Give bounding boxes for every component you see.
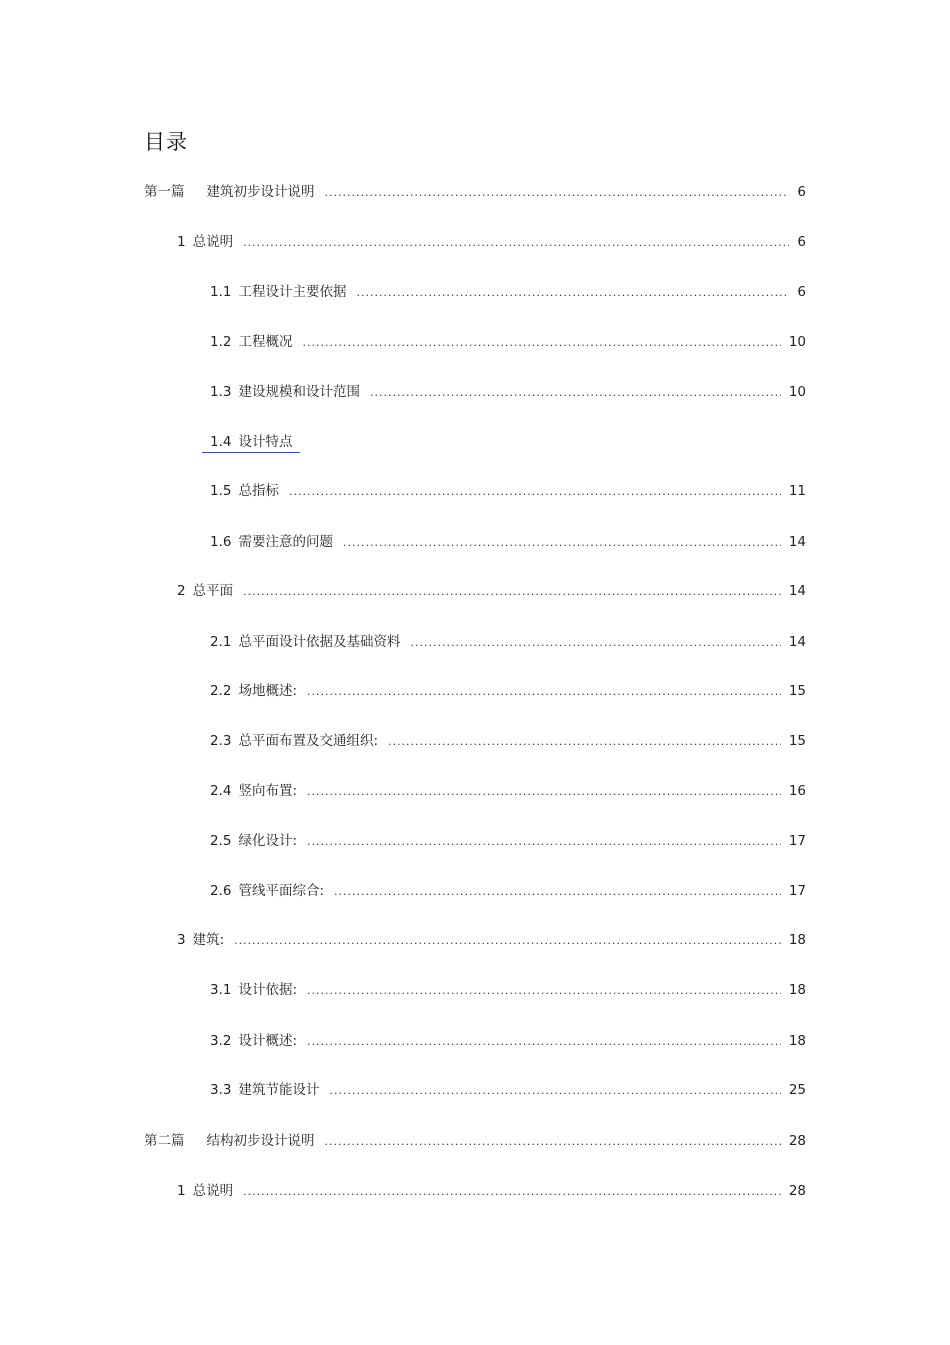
toc-entry-text: 管线平面综合: xyxy=(238,883,325,899)
dot-leader xyxy=(307,980,781,1002)
toc-entry-number: 2.2 xyxy=(210,683,232,699)
toc-entry-number: 2.5 xyxy=(210,833,232,849)
toc-entry-chapter-2[interactable] xyxy=(177,580,806,602)
toc-entry-section-1-4[interactable] xyxy=(202,431,300,453)
toc-entry-text: 设计特点 xyxy=(238,434,293,450)
toc-entry-number: 第二篇 xyxy=(144,1133,185,1149)
toc-entry-page: 15 xyxy=(788,683,806,699)
toc-entry-number: 3.2 xyxy=(210,1033,232,1049)
toc-entry-section-1-6[interactable] xyxy=(210,531,806,553)
toc-entry-page: 6 xyxy=(797,234,806,250)
dot-leader xyxy=(243,1181,781,1203)
toc-entry-text: 需要注意的问题 xyxy=(238,534,333,550)
dot-leader xyxy=(370,382,781,404)
toc-entry-page: 25 xyxy=(788,1082,806,1098)
toc-entry-page: 14 xyxy=(788,634,806,650)
toc-entry-text: 总指标 xyxy=(238,483,279,499)
dot-leader xyxy=(329,1080,780,1102)
toc-entry-number: 1.1 xyxy=(210,284,232,300)
toc-entry-text: 竖向布置: xyxy=(238,783,298,799)
toc-entry-number: 1.3 xyxy=(210,384,232,400)
toc-entry-text: 结构初步设计说明 xyxy=(206,1133,315,1149)
toc-entry-text: 工程设计主要依据 xyxy=(238,284,347,300)
toc-entry-number: 2.6 xyxy=(210,883,232,899)
dot-leader xyxy=(307,681,781,703)
toc-entry-page: 18 xyxy=(788,1033,806,1049)
dot-leader xyxy=(325,182,790,204)
toc-entry-page: 6 xyxy=(797,184,806,200)
toc-entry-section-2-6[interactable] xyxy=(210,880,806,902)
toc-entry-part-2[interactable] xyxy=(144,1130,806,1152)
toc-entry-chapter-1[interactable] xyxy=(177,1180,806,1202)
toc-entry-text: 建筑节能设计 xyxy=(238,1082,320,1098)
toc-entry-section-2-1[interactable] xyxy=(210,631,806,653)
toc-entry-section-3-2[interactable] xyxy=(210,1030,806,1052)
toc-entry-text: 绿化设计: xyxy=(238,833,298,849)
toc-entry-section-1-1[interactable] xyxy=(210,281,806,303)
dot-leader xyxy=(356,282,789,304)
toc-entry-text: 建筑: xyxy=(192,932,225,948)
toc-entry-page: 10 xyxy=(788,384,806,400)
toc-entry-page: 17 xyxy=(788,883,806,899)
toc-entry-number: 3 xyxy=(177,932,186,948)
toc-entry-page: 15 xyxy=(788,733,806,749)
toc-entry-section-1-3[interactable] xyxy=(210,381,806,403)
dot-leader xyxy=(307,781,781,803)
toc-entry-page: 11 xyxy=(788,483,806,499)
toc-entry-page: 18 xyxy=(788,982,806,998)
toc-entry-page: 17 xyxy=(788,833,806,849)
toc-entry-page: 14 xyxy=(788,583,806,599)
toc-entry-number: 3.3 xyxy=(210,1082,232,1098)
dot-leader xyxy=(388,731,781,753)
toc-entry-text: 工程概况 xyxy=(238,334,293,350)
toc-entry-page: 14 xyxy=(788,534,806,550)
toc-entry-page: 10 xyxy=(788,334,806,350)
toc-entry-number: 2.3 xyxy=(210,733,232,749)
toc-entry-number: 1 xyxy=(177,234,186,250)
dot-leader xyxy=(343,532,781,554)
dot-leader xyxy=(307,1031,781,1053)
toc-entry-section-1-2[interactable] xyxy=(210,331,806,353)
toc-entry-text: 总平面布置及交通组织: xyxy=(238,733,379,749)
toc-entry-section-1-5[interactable] xyxy=(210,480,806,502)
dot-leader xyxy=(334,881,781,903)
dot-leader xyxy=(243,581,781,603)
dot-leader xyxy=(243,232,789,254)
toc-entry-text: 建筑初步设计说明 xyxy=(206,184,315,200)
toc-entry-text: 设计依据: xyxy=(238,982,298,998)
toc-entry-section-3-3[interactable] xyxy=(210,1079,806,1101)
toc-entry-page: 28 xyxy=(788,1183,806,1199)
toc-entry-text: 建设规模和设计范围 xyxy=(238,384,360,400)
toc-entry-section-2-2[interactable] xyxy=(210,680,806,702)
toc-entry-section-2-5[interactable] xyxy=(210,830,806,852)
toc-entry-number: 2 xyxy=(177,583,186,599)
toc-entry-section-2-3[interactable] xyxy=(210,730,806,752)
dot-leader xyxy=(307,831,781,853)
toc-entry-number: 1.4 xyxy=(210,434,232,450)
toc-entry-text: 设计概述: xyxy=(238,1033,298,1049)
dot-leader xyxy=(302,332,780,354)
toc-title: 目录 xyxy=(144,130,188,154)
toc-entry-number: 2.4 xyxy=(210,783,232,799)
toc-entry-section-3-1[interactable] xyxy=(210,979,806,1001)
dot-leader xyxy=(325,1131,781,1153)
toc-entry-text: 总平面 xyxy=(192,583,234,599)
toc-entry-chapter-1[interactable] xyxy=(177,231,806,253)
toc-entry-page: 16 xyxy=(788,783,806,799)
toc-entry-text: 总说明 xyxy=(192,234,234,250)
toc-entry-chapter-3[interactable] xyxy=(177,929,806,951)
toc-entry-text: 场地概述: xyxy=(238,683,298,699)
toc-entry-number: 3.1 xyxy=(210,982,232,998)
toc-entry-number: 1.6 xyxy=(210,534,232,550)
toc-entry-page: 6 xyxy=(797,284,806,300)
toc-entry-page: 28 xyxy=(788,1133,806,1149)
toc-entry-text: 总平面设计依据及基础资料 xyxy=(238,634,401,650)
toc-entry-number: 1.2 xyxy=(210,334,232,350)
toc-entry-part-1[interactable] xyxy=(144,181,806,203)
dot-leader xyxy=(234,930,781,952)
toc-entry-number: 第一篇 xyxy=(144,184,185,200)
toc-entry-text: 总说明 xyxy=(192,1183,234,1199)
toc-entry-number: 1 xyxy=(177,1183,186,1199)
dot-leader xyxy=(410,632,780,654)
dot-leader xyxy=(289,481,781,503)
toc-entry-section-2-4[interactable] xyxy=(210,780,806,802)
toc-entry-number: 1.5 xyxy=(210,483,232,499)
toc-entry-number: 2.1 xyxy=(210,634,232,650)
toc-entry-page: 18 xyxy=(788,932,806,948)
